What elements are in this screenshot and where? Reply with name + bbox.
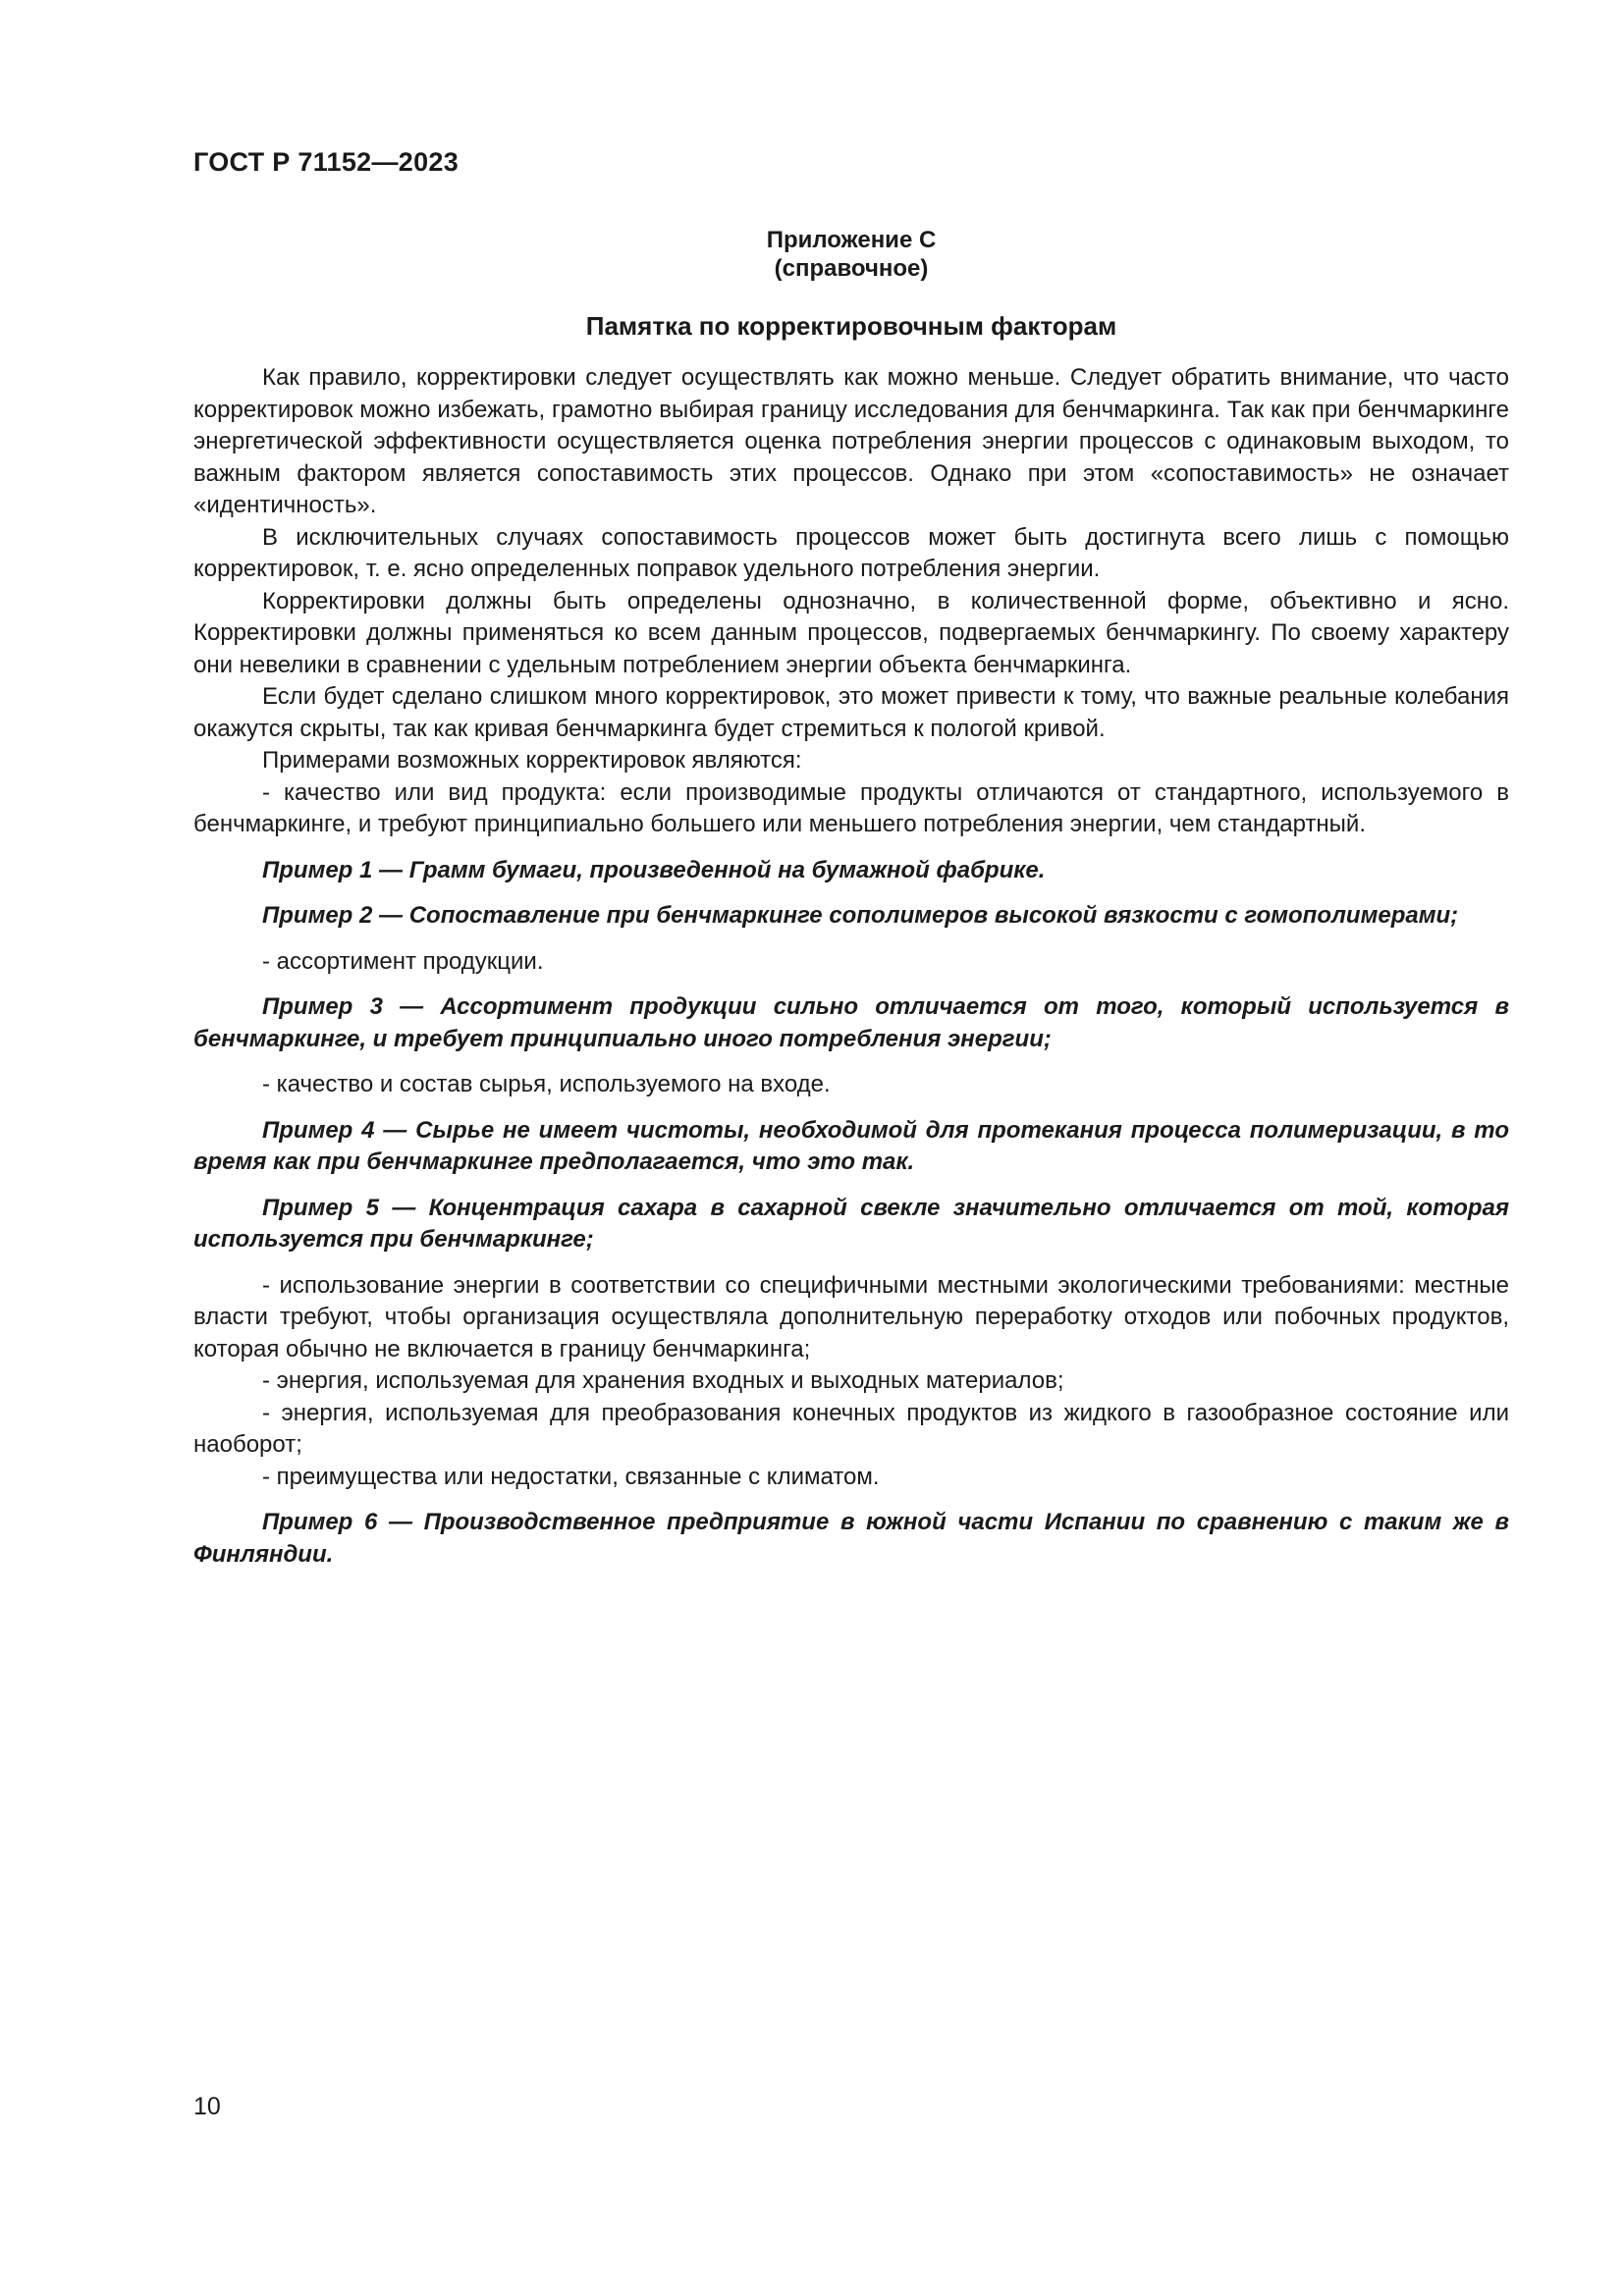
list-item: - энергия, используемая для хранения входных и выходных материалов; <box>262 1367 1064 1394</box>
document-id: ГОСТ Р 71152—2023 <box>193 147 460 177</box>
example-5: Пример 5 — Концентрация сахара в сахарной свекле значительно отличается от той, которая используется при бенчмаркинге; <box>193 1194 1509 1253</box>
list-item: - ассортимент продукции. <box>262 947 544 975</box>
paragraph: Примерами возможных корректировок являются: <box>262 747 802 774</box>
list-item: - качество и состав сырья, используемого на входе. <box>262 1071 831 1097</box>
annex-type: (справочное) <box>774 255 929 282</box>
paragraph: Если будет сделано слишком много корректировок, это может привести к тому, что важные реальные колебания окажутся скрыты, так как кривая бенчмаркинга будет стремиться к пологой кривой. <box>193 683 1509 742</box>
section-title: Памятка по корректировочным факторам <box>585 311 1117 341</box>
paragraph: В исключительных случаях сопоставимость процессов может быть достигнута всего лишь с помощью корректировок, т. е. ясно определенных поправок удельного потребления энергии. <box>193 523 1509 582</box>
example-3: Пример 3 — Ассортимент продукции сильно отличается от того, который используется в бенчмаркинге, и требует принципиально иного потребления энергии; <box>193 993 1509 1052</box>
list-item: - качество или вид продукта: если производимые продукты отличаются от стандартного, используемого в бенчмаркинге, и требуют принципиально большего или меньшего потребления энергии, чем стандартный. <box>193 778 1509 837</box>
example-6: Пример 6 — Производственное предприятие в южной части Испании по сравнению с таким же в Финляндии. <box>193 1509 1509 1568</box>
example-4: Пример 4 — Сырье не имеет чистоты, необходимой для протекания процесса полимеризации, в то время как при бенчмаркинге предполагается, что это так. <box>193 1116 1509 1175</box>
paragraph: Как правило, корректировки следует осуществлять как можно меньше. Следует обратить внимание, что часто корректировок можно избежать, грамотно выбирая границу исследования для бенчмаркинга. Так как при бенчмаркинге энергетической эффективности осуществляется оценка потребления энергии процессов с одинаковым выходом, то важным фактором является сопоставимость этих процессов. Однако при этом «сопоставимость» не означает «идентичность». <box>193 364 1509 518</box>
page-number: 10 <box>193 2093 221 2120</box>
list-item: - энергия, используемая для преобразования конечных продуктов из жидкого в газообразное состояние или наоборот; <box>193 1399 1509 1458</box>
example-2: Пример 2 — Сопоставление при бенчмаркинге сополимеров высокой вязкости с гомополимерами; <box>262 902 1459 929</box>
annex-title: Приложение С <box>766 227 937 253</box>
paragraph: Корректировки должны быть определены однозначно, в количественной форме, объективно и ясно. Корректировки должны применяться ко всем данным процессов, подвергаемых бенчмаркингу. По своему характеру они невелики в сравнении с удельным потреблением энергии объекта бенчмаркинга. <box>193 587 1509 678</box>
example-1: Пример 1 — Грамм бумаги, произведенной на бумажной фабрике. <box>262 856 1046 883</box>
list-item: - использование энергии в соответствии со специфичными местными экологическими требованиями: местные власти требуют, чтобы организация осуществляла дополнительную переработку отходов или побочных продуктов, которая обычно не включается в границу бенчмаркинга; <box>193 1271 1509 1362</box>
page-content <box>193 226 1509 1584</box>
list-item: - преимущества или недостатки, связанные с климатом. <box>262 1463 880 1490</box>
